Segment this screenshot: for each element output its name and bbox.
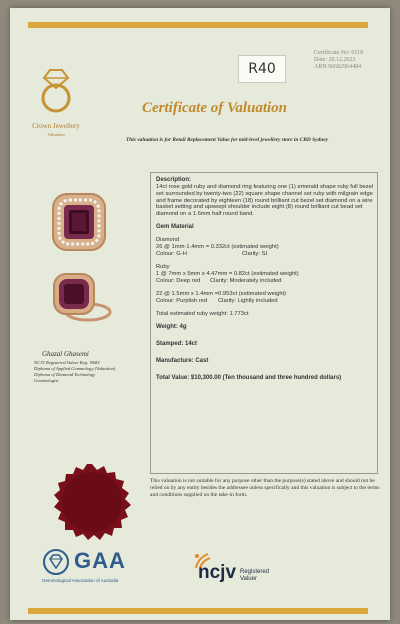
valuation-details-box — [150, 172, 378, 474]
stamped-line: Stamped: 14ct — [156, 340, 198, 347]
ruby-heading: Ruby — [156, 263, 170, 270]
certificate-number: Certificate No: 0118 — [314, 50, 364, 56]
ncjv-sub-line: Registered — [240, 569, 270, 575]
ring-top-view-image — [50, 191, 108, 253]
ncjv-sub-line: Valuer — [240, 576, 257, 582]
brand-name: Crown Jewellery — [32, 122, 80, 130]
certificate-abn: ABN 96682964484 — [314, 64, 362, 70]
diamond-weight: 26 @ 1mm-1.4mm = 0.332ct (estimated weight) — [156, 243, 279, 250]
ruby2-grade-row — [156, 298, 374, 305]
total-ruby-weight: Total estimated ruby weight: 1.773ct — [156, 310, 249, 317]
gaa-full-name: Gemmological Association of Australia — [42, 578, 119, 583]
description-text: 14ct rose gold ruby and diamond ring featuring one (1) emerald shape ruby full bezel set surrounded by twenty-two (22) square shape channel set ruby with milgrain edge and frame decorated by eighteen (18) round brilliant cut bezel set diamond on a wire basket setting and upswept shoulder include eight (8) round brilliant cut bead set diamond on a 1.6mm half round band. — [156, 184, 374, 218]
credential-line: NCJV Registered Valuer Reg: N683 — [34, 360, 100, 365]
brand-subtitle: Valuation — [47, 132, 65, 137]
ruby-clarity: Clarity: Moderately included — [210, 277, 282, 284]
ruby2-weight: 22 @ 1.5mm x 1.4mm =0.953ct (estimated weight) — [156, 290, 287, 297]
weight-line: Weight: 4g — [156, 323, 187, 330]
gaa-diamond-logo-icon — [42, 548, 70, 576]
ruby2-colour: Colour: Purplish red — [156, 297, 208, 304]
credential-line: Gemmologist — [34, 378, 59, 383]
ruby2-clarity: Clarity: Lightly included — [218, 297, 278, 304]
gaa-logo-text: GAA — [74, 548, 126, 573]
diamond-grade-row — [156, 251, 374, 258]
diamond-colour: Colour: G-H — [156, 250, 187, 257]
valuer-name: Ghazal Ghasemi — [42, 350, 89, 358]
certificate-subtitle: This valuation is for Retail Replacement Value for mid-level jewellery store in CBD Sydney — [126, 137, 328, 143]
ruby-grade-row — [156, 278, 374, 285]
bottom-gold-border — [28, 608, 368, 614]
ruby-colour: Colour: Deep red — [156, 277, 201, 284]
credential-line: Diploma of Applied Gemmology (Valuation) — [34, 366, 116, 371]
certificate-date: Date: 20.12.2023 — [314, 57, 356, 63]
valuer-credentials — [34, 360, 146, 384]
certificate-sheet — [10, 8, 390, 620]
ring-side-view-image — [50, 268, 112, 326]
credential-line: Diploma of Diamond Technology — [34, 372, 96, 377]
red-seal-icon — [50, 462, 134, 546]
gem-material-label: Gem Material — [156, 223, 194, 230]
ncjv-logo-text: ncjv — [198, 562, 237, 583]
description-label: Description: — [156, 177, 192, 183]
disclaimer-text: This valuation is not suitable for any purpose other than the purpose(s) stated above and should not be relied on by any entity besides the addressee unless specifically and this valuation is subject to the terms and conditions supplied on the take-in form. — [150, 478, 380, 498]
manufacture-line: Manufacture: Cast — [156, 357, 209, 364]
total-value-line: Total Value: $10,300.00 (Ten thousand and three hundred dollars) — [156, 374, 342, 381]
ruby-weight: 1 @ 7mm x 5mm x 4.47mm = 0.82ct (estimated weight) — [156, 270, 299, 277]
top-gold-border — [28, 22, 368, 28]
ncjv-registered-valuer — [240, 569, 269, 583]
diamond-heading: Diamond — [156, 236, 180, 243]
crown-jewellery-logo-icon — [36, 64, 76, 116]
certificate-meta — [314, 50, 363, 71]
diamond-clarity: Clarity: SI — [242, 250, 268, 257]
certificate-title: Certificate of Valuation — [142, 100, 288, 116]
handwritten-code-label: R40 — [238, 55, 286, 83]
